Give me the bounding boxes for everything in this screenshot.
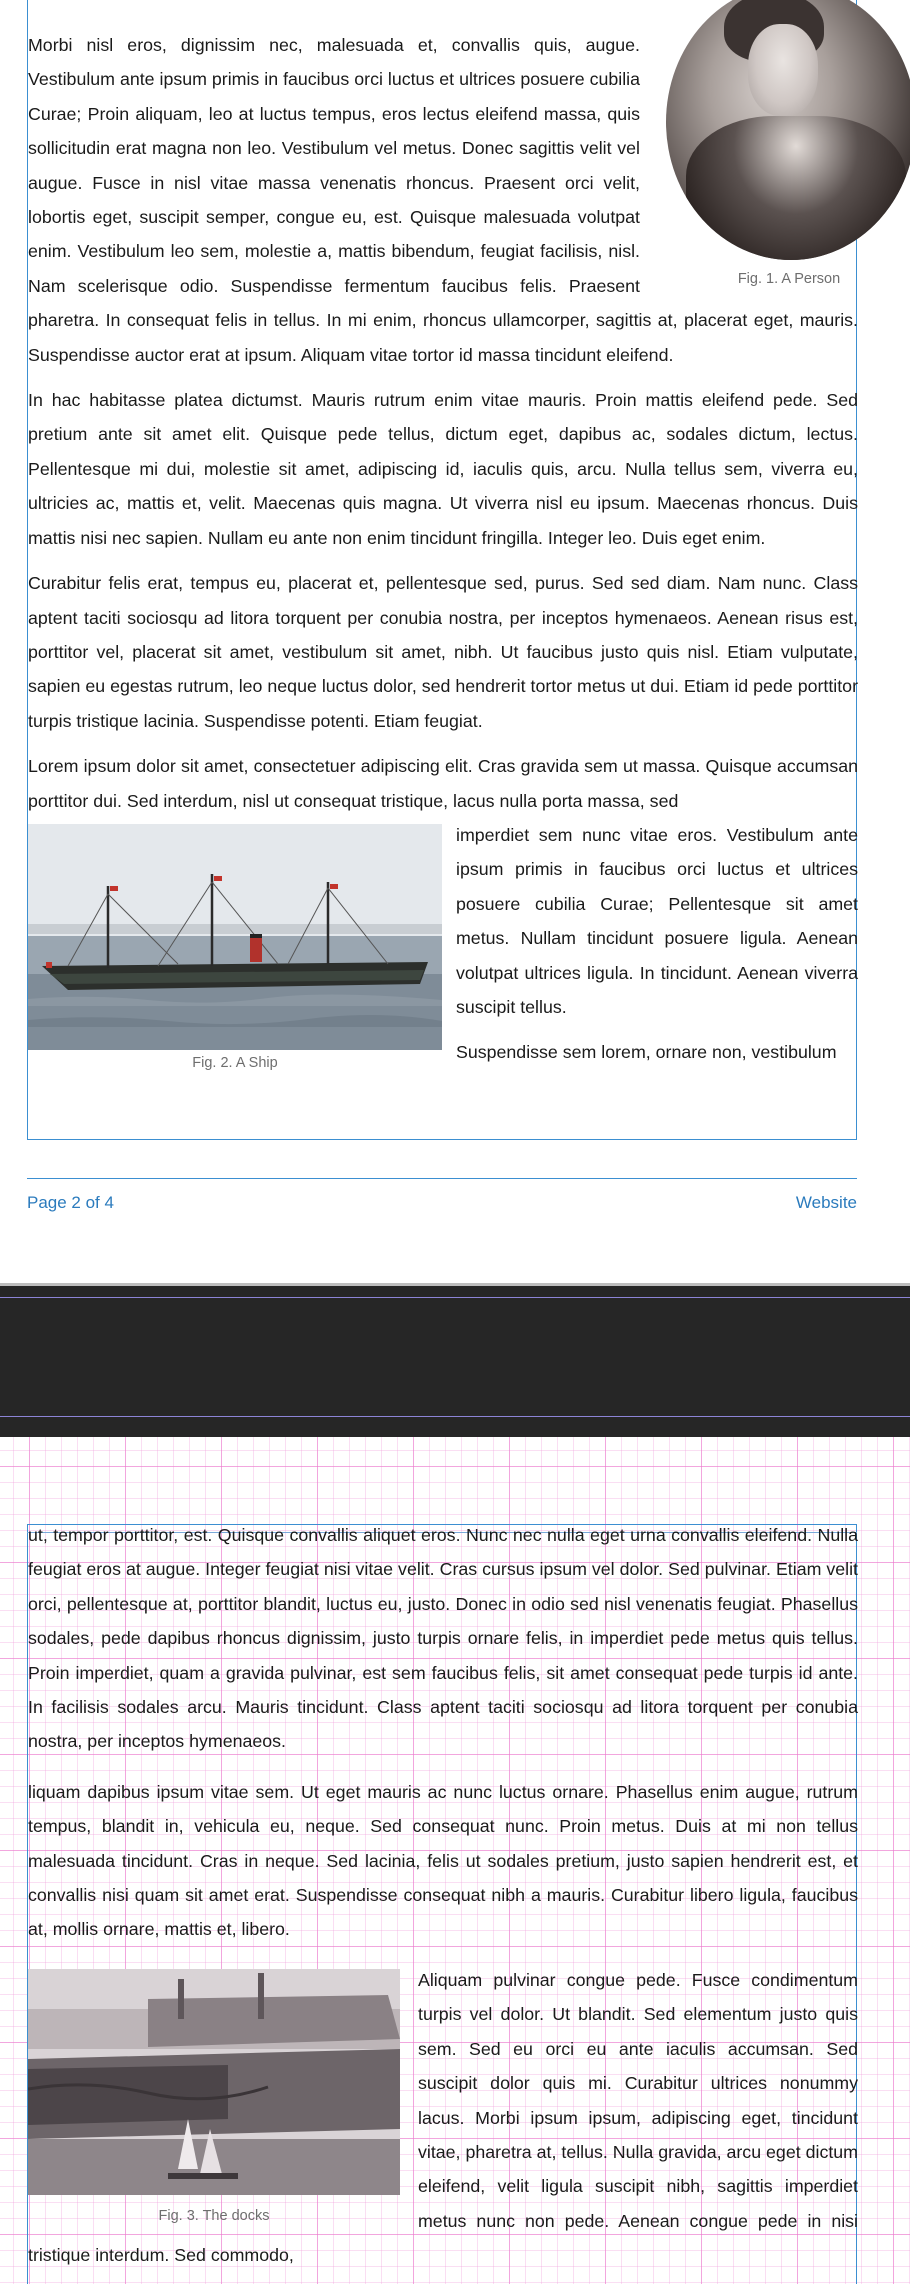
separator-line (0, 1416, 910, 1417)
figure-docks (28, 1967, 408, 2229)
figure-ship (28, 822, 456, 1084)
paragraph: liquam dapibus ipsum vitae sem. Ut eget mauris ac nunc luctus ornare. Phasellus enim augue, rutrum tempus, blandit in, vehicula eu, neque. Sed consequat nunc. Proin metus. Duis at mi non tellus malesuada tincidunt. Cras in neque. Sed lacinia, felis ut sodales pretium, justo sapien hendrerit est, et convallis nisi quam sit amet erat. Suspendisse consequat nibh a mauris. Curabitur libero ligula, faucibus at, mollis ornare, mattis et, libero. (28, 1781, 858, 1940)
page-2 (0, 1437, 910, 2284)
paragraph: In hac habitasse platea dictumst. Mauris rutrum enim vitae mauris. Proin mattis eleifend pede. Sed pretium ante sit amet elit. Quisque pede tellus, dictum eget, dapibus ac, sodales dictum, lectus. Pellentesque mi dui, molestie sit amet, adipiscing id, iaculis quis, arcu. Nulla tellus sem, viverra eu, ultricies ac, mattis et, velit. Maecenas quis magna. Ut viverra nisl eu ipsum. Maecenas rhoncus. Duis mattis nisi nec sapien. Nullam eu ante non enim tincidunt fringilla. Integer leo. Duis eget enim. (28, 390, 858, 548)
paragraph: Curabitur felis erat, tempus eu, placerat et, pellentesque sed, purus. Sed sed diam. Nam nunc. Class aptent taciti sociosqu ad litora torquent per conubia nostra, per inceptos hymenaeos. Aenean risus est, porttitor vel, placerat sit amet, vestibulum sit amet, nibh. Ut faucibus justo quis nisl. Etiam vulputate, sapien eu egestas rutrum, leo neque luctus dolor, sed hendrerit tortor metus ut dui. Etiam id pede porttitor turpis tristique lacinia. Suspendisse potenti. Etiam feugiat. (28, 573, 858, 731)
page-2-body (28, 1518, 858, 2284)
paragraph: ut, tempor porttitor, est. Quisque convallis aliquet eros. Nunc nec nulla eget urna convallis eleifend. Nulla feugiat eros at augue. Integer feugiat nisi vitae velit. Cras cursus ipsum vel dolor. Sed pulvinar. Etiam velit orci, pellentesque at, porttitor blandit, luctus eu, justo. Donec in odio sed nisl venenatis feugiat. Phasellus sodales, pede dapibus rhoncus dignissim, justo turpis ornare felis, in imperdiet pede metus quis tellus. Proin imperdiet, quam a gravida pulvinar, est sem faucibus felis, sit amet consequat pede turpis id ante. In facilisis sodales arcu. Mauris tincidunt. Class aptent taciti sociosqu ad litora torquent per conubia nostra, per inceptos hymenaeos. (28, 1525, 858, 1752)
paragraph: Morbi nisl eros, dignissim nec, malesuada et, convallis quis, augue. Vestibulum ante ipsum primis in faucibus orci luctus et ultrices posuere cubilia Curae; Proin aliquam, leo at luctus tempus, eros lectus eleifend massa, quis sollicitudin erat magna non leo. Vestibulum vel metus. Donec sagittis velit vel augue. Fusce in nisl vitae massa venenatis rhoncus. Praesent orci velit, lobortis eget, suscipit semper, congue eu, est. Quisque malesuada volutpat enim. Vestibulum leo sem, molestie a, mattis bibendum, feugiat facilisis, nisl. Nam scelerisque odio. Suspendisse fermentum faucibus felis. Praesent pharetra. In consequat felis in tellus. In mi enim, rhoncus ullamcorper, sagittis at, placerat eget, mauris. Suspendisse auctor erat at ipsum. Aliquam vitae tortor id massa tincidunt eleifend. (28, 35, 858, 365)
footer-divider (27, 1178, 857, 1179)
page-number: Page 2 of 4 (27, 1193, 114, 1212)
page-separator (0, 1283, 910, 1437)
separator-line (0, 1297, 910, 1298)
person-photo (666, 0, 910, 260)
figure-person (654, 0, 886, 298)
figure-caption: Fig. 2. A Ship (192, 1054, 278, 1071)
figure-caption: Fig. 3. The docks (158, 2207, 270, 2224)
figure-caption: Fig. 1. A Person (737, 271, 841, 287)
paragraph: imperdiet sem nunc vitae eros. Vestibulum ante ipsum primis in faucibus orci luctus et ultrices posuere cubilia Curae; Pellentesque sit amet metus. Nullam tincidunt posuere ligula. Aenean volutpat ultrices ligula. In tincidunt. Aenean viverra suscipit tellus. (456, 824, 858, 1017)
paragraph: Suspendisse sem lorem, ornare non, vestibulum (456, 1042, 837, 1063)
paragraph: Lorem ipsum dolor sit amet, consectetuer adipiscing elit. Cras gravida sem ut massa. Quisque accumsan porttitor dui. Sed interdum, nisl ut consequat tristique, lacus nulla porta massa, sed (28, 756, 858, 811)
docks-photo (28, 1969, 400, 2195)
ship-photo (28, 824, 442, 1050)
website-link[interactable]: Website (795, 1193, 857, 1212)
paragraph: Aliquam pulvinar congue pede. Fusce condimentum turpis vel dolor. Ut blandit. Sed elementum justo quis sem. Sed eu orci eu ante iaculis accumsan. Sed suscipit dolor quis mi. Curabitur ultrices nonummy lacus. Morbi ipsum ipsum, adipiscing eget, tincidunt vitae, pharetra at, tellus. Nulla gravida, arcu eget dictum eleifend, velit ligula suscipit nibh, sagittis imperdiet metus nunc non pede. Aenean congue pede in nisi tristique interdum. Sed commodo, (28, 1969, 858, 2266)
page-1-body (28, 28, 858, 1084)
